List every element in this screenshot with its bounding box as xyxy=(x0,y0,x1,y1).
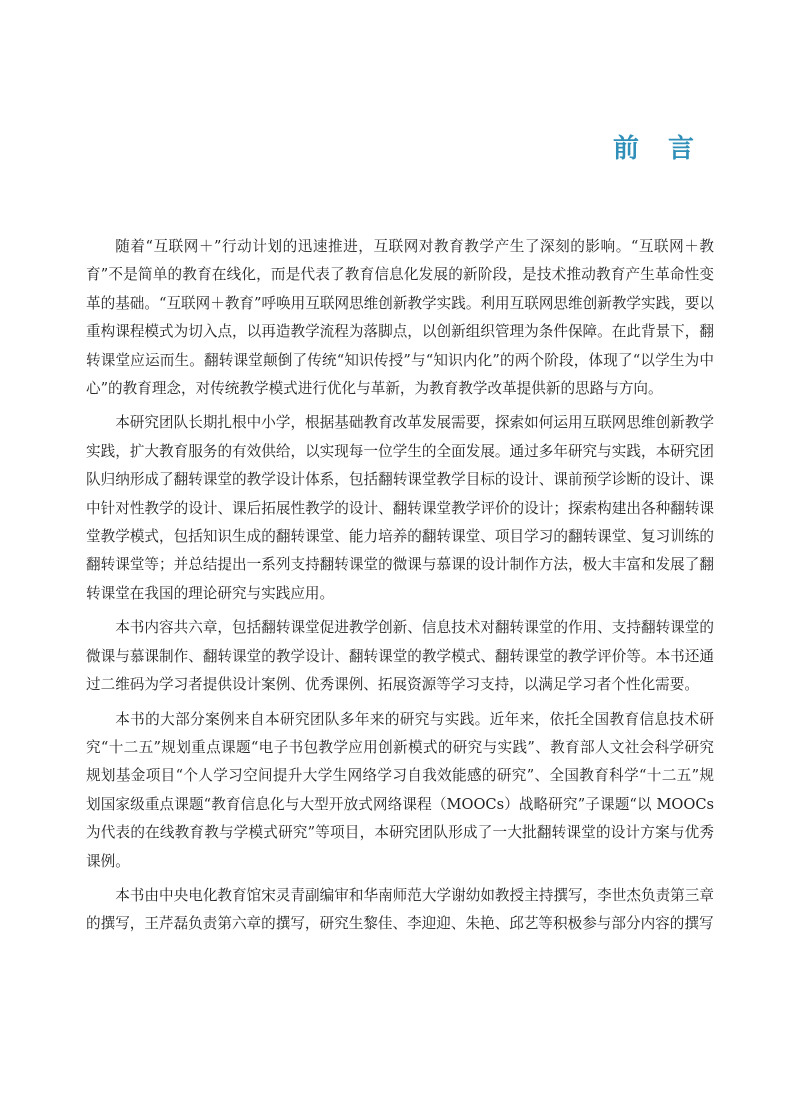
paragraph-3: 本书内容共六章，包括翻转课堂促进教学创新、信息技术对翻转课堂的作用、支持翻转课堂的微课与慕课制作、翻转课堂的教学设计、翻转课堂的教学模式、翻转课堂的教学评价等。本书还通过二维码为学习者提供设计案例、优秀课例、拓展资源等学习支持，以满足学习者个性化需要。 xyxy=(86,619,714,694)
paragraph-5: 本书由中央电化教育馆宋灵青副编审和华南师范大学谢幼如教授主持撰写，李世杰负责第三章的撰写，王芹磊负责第六章的撰写，研究生黎佳、李迎迎、朱艳、邱艺等积极参与部分内容的撰写 xyxy=(86,886,714,933)
paragraph-4: 本书的大部分案例来自本研究团队多年来的研究与实践。近年来，依托全国教育信息技术研究“十二五”规划重点课题“电子书包教学应用创新模式的研究与实践”、教育部人文社会科学研究规划基金项目“个人学习空间提升大学生网络学习自我效能感的研究”、全国教育科学“十二五”规划国家级重点课题“教育信息化与大型开放式网络课程（MOOCs）战略研究”子课题“以 MOOCs 为代表的在线教育教与学模式研究”等项目，本研究团队形成了一大批翻转课堂的设计方案与优秀课例。 xyxy=(86,710,714,870)
page-title: 前 言 xyxy=(612,134,704,164)
paragraph-2: 本研究团队长期扎根中小学，根据基础教育改革发展需要，探索如何运用互联网思维创新教学实践，扩大教育服务的有效供给，以实现每一位学生的全面发展。通过多年研究与实践，本研究团队归纳形成了翻转课堂的教学设计体系，包括翻转课堂教学目标的设计、课前预学诊断的设计、课中针对性教学的设计、课后拓展性教学的设计、翻转课堂教学评价的设计；探索构建出各种翻转课堂教学模式，包括知识生成的翻转课堂、能力培养的翻转课堂、项目学习的翻转课堂、复习训练的翻转课堂等；并总结提出一系列支持翻转课堂的微课与慕课的设计制作方法，极大丰富和发展了翻转课堂在我国的理论研究与实践应用。 xyxy=(86,414,714,602)
paragraph-1: 随着“互联网＋”行动计划的迅速推进，互联网对教育教学产生了深刻的影响。“互联网＋教育”不是简单的教育在线化，而是代表了教育信息化发展的新阶段，是技术推动教育产生革命性变革的基础。“互联网＋教育”呼唤用互联网思维创新教学实践。利用互联网思维创新教学实践，要以重构课程模式为切入点，以再造教学流程为落脚点，以创新组织管理为条件保障。在此背景下，翻转课堂应运而生。翻转课堂颠倒了传统“知识传授”与“知识内化”的两个阶段，体现了“以学生为中心”的教育理念，对传统教学模式进行优化与革新，为教育教学改革提供新的思路与方向。 xyxy=(86,238,714,398)
body-text xyxy=(86,233,714,945)
